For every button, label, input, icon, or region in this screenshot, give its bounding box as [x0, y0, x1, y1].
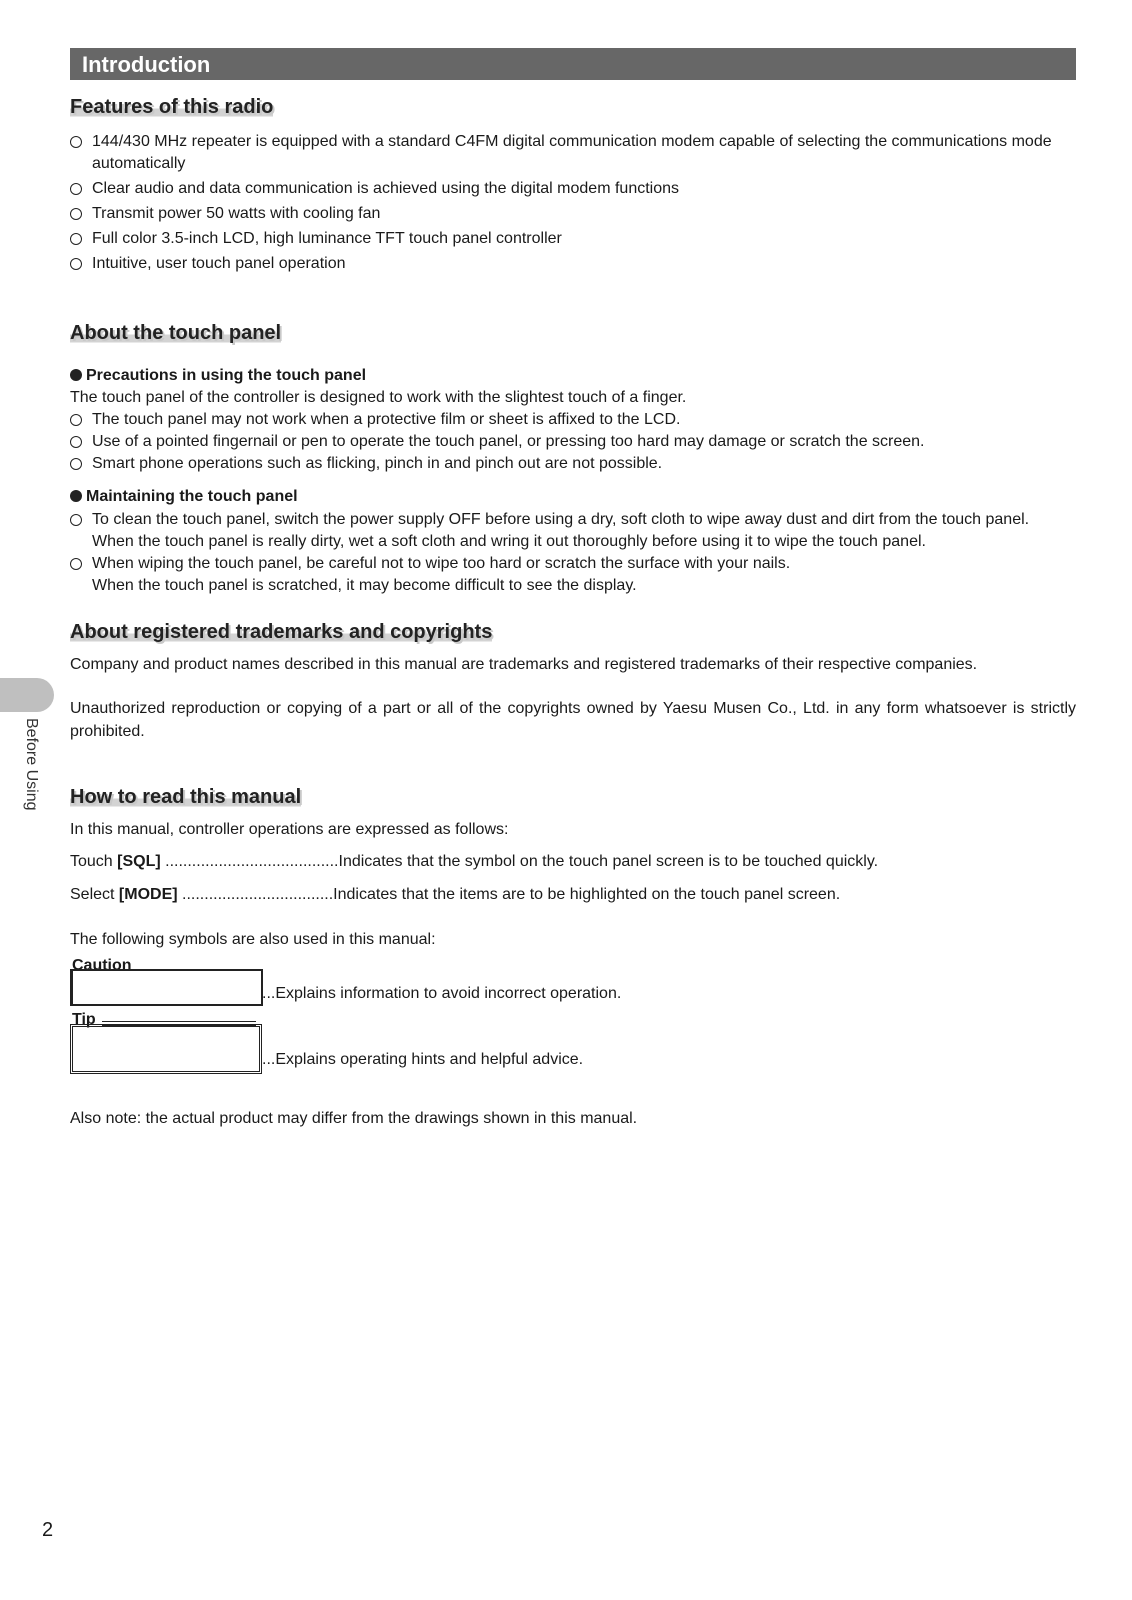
maintaining-list — [70, 509, 1076, 597]
precautions-item — [70, 409, 1076, 431]
features-item-text: Intuitive, user touch panel operation — [92, 255, 346, 272]
page-number: 2 — [42, 1519, 54, 1541]
filled-bullet-icon — [70, 490, 82, 502]
features-item — [70, 228, 1076, 250]
caution-description: ...Explains information to avoid incorrect operation. — [262, 985, 622, 1002]
precautions-item-text: Use of a pointed fingernail or pen to operate the touch panel, or pressing too hard may damage or scratch the screen. — [92, 433, 925, 450]
features-item-text: Clear audio and data communication is achieved using the digital modem functions — [92, 180, 680, 197]
trademarks-paragraph-2: Unauthorized reproduction or copying of a part or all of the copyrights owned by Yaesu Musen Co., Ltd. in any form whatsoever is strictly prohibited. — [70, 700, 1076, 740]
tip-symbol-box — [70, 1024, 262, 1074]
circle-bullet-icon — [70, 183, 82, 195]
notation-key: [MODE] — [118, 886, 178, 903]
precautions-item — [70, 431, 1076, 453]
features-item — [70, 253, 1076, 275]
trademarks-paragraph-1: Company and product names described in this manual are trademarks and registered trademarks of their respective companies. — [70, 656, 978, 673]
notation-row-touch — [70, 851, 1076, 873]
circle-bullet-icon — [70, 136, 82, 148]
features-item — [70, 131, 1076, 175]
precautions-item — [70, 453, 1076, 475]
notation-row-select — [70, 884, 1076, 906]
touch-panel-heading-wrap — [70, 322, 281, 345]
maintaining-item-line: When wiping the touch panel, be careful not to wipe too hard or scratch the surface with your nails. — [92, 555, 791, 572]
touch-panel-heading: About the touch panel — [70, 322, 282, 344]
circle-bullet-icon — [70, 414, 82, 426]
features-item — [70, 203, 1076, 225]
features-item-text: Full color 3.5-inch LCD, high luminance TFT touch panel controller — [92, 230, 562, 247]
precautions-intro: The touch panel of the controller is designed to work with the slightest touch of a finger. — [70, 389, 687, 406]
notation-prefix: Touch — [70, 853, 118, 870]
tip-description: ...Explains operating hints and helpful advice. — [262, 1051, 584, 1068]
maintaining-item — [70, 509, 1076, 553]
how-to-read-intro: In this manual, controller operations are expressed as follows: — [70, 821, 509, 838]
notation-leader-dots: .................................. — [177, 886, 334, 903]
precautions-item-text: The touch panel may not work when a protective film or sheet is affixed to the LCD. — [92, 411, 681, 428]
features-heading: Features of this radio — [70, 96, 274, 118]
circle-bullet-icon — [70, 258, 82, 270]
notation-key: [SQL] — [117, 853, 161, 870]
symbols-intro: The following symbols are also used in this manual: — [70, 931, 436, 948]
notation-description: Indicates that the items are to be highlighted on the touch panel screen. — [333, 886, 841, 903]
features-list — [70, 131, 1076, 275]
section-banner-title: Introduction — [70, 48, 1076, 80]
circle-bullet-icon — [70, 558, 82, 570]
maintaining-item-line: To clean the touch panel, switch the power supply OFF before using a dry, soft cloth to wipe away dust and dirt from the touch panel. — [92, 511, 1030, 528]
maintaining-item-line: When the touch panel is scratched, it may become difficult to see the display. — [92, 577, 637, 594]
chapter-side-tab — [0, 678, 54, 712]
filled-bullet-icon — [70, 369, 82, 381]
tip-label: Tip — [72, 1011, 96, 1028]
notation-prefix: Select — [70, 886, 119, 903]
caution-label: Caution — [72, 957, 132, 974]
notation-leader-dots: ....................................... — [160, 853, 339, 870]
chapter-side-label: Before Using — [23, 718, 40, 811]
features-item-text: 144/430 MHz repeater is equipped with a standard C4FM digital communication modem capable of selecting the communications mode automatically — [92, 133, 1052, 172]
circle-bullet-icon — [70, 514, 82, 526]
how-to-read-heading: How to read this manual — [70, 786, 302, 808]
features-item-text: Transmit power 50 watts with cooling fan — [92, 205, 381, 222]
features-item — [70, 178, 1076, 200]
how-to-read-heading-wrap — [70, 786, 301, 809]
precautions-list — [70, 409, 1076, 475]
maintaining-item — [70, 553, 1076, 597]
features-heading-wrap — [70, 96, 273, 119]
precautions-subheading — [70, 365, 1076, 387]
trademarks-heading: About registered trademarks and copyrights — [70, 621, 493, 643]
maintaining-subheading — [70, 486, 1076, 508]
circle-bullet-icon — [70, 436, 82, 448]
product-note: Also note: the actual product may differ from the drawings shown in this manual. — [70, 1110, 638, 1127]
circle-bullet-icon — [70, 208, 82, 220]
precautions-item-text: Smart phone operations such as flicking, pinch in and pinch out are not possible. — [92, 455, 663, 472]
notation-description: Indicates that the symbol on the touch panel screen is to be touched quickly. — [338, 853, 879, 870]
circle-bullet-icon — [70, 233, 82, 245]
maintaining-title: Maintaining the touch panel — [86, 488, 298, 505]
circle-bullet-icon — [70, 458, 82, 470]
caution-symbol-box — [70, 969, 263, 1006]
precautions-title: Precautions in using the touch panel — [86, 367, 367, 384]
page-content — [70, 48, 1076, 1127]
maintaining-item-line: When the touch panel is really dirty, wet a soft cloth and wring it out thoroughly before using it to wipe the touch panel. — [92, 533, 926, 550]
trademarks-heading-wrap — [70, 621, 492, 644]
